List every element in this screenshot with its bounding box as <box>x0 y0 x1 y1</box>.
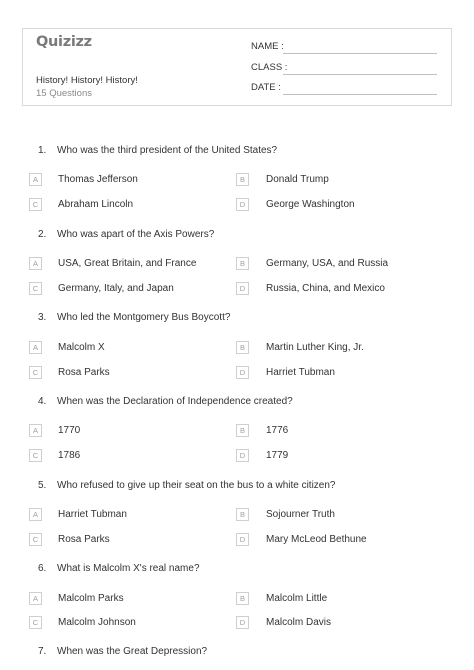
option-letter-box[interactable]: B <box>236 257 249 270</box>
name-label: NAME : <box>251 41 284 52</box>
option-text: Malcolm Johnson <box>58 617 136 628</box>
option-letter-box[interactable]: D <box>236 616 249 629</box>
date-field[interactable] <box>283 94 437 95</box>
option-letter-box[interactable]: C <box>29 282 42 295</box>
question-number: 4. <box>38 396 47 407</box>
option-text: 1776 <box>266 425 289 436</box>
class-field[interactable] <box>283 74 437 75</box>
option-letter-box[interactable]: C <box>29 366 42 379</box>
question-text: Who was apart of the Axis Powers? <box>57 229 215 240</box>
option-letter-box[interactable]: A <box>29 508 42 521</box>
worksheet-title: History! History! History! <box>36 75 138 86</box>
option-letter-box[interactable]: D <box>236 449 249 462</box>
option-letter-box[interactable]: D <box>236 366 249 379</box>
question-number: 5. <box>38 480 47 491</box>
option-text: Germany, USA, and Russia <box>266 258 389 269</box>
question-text: What is Malcolm X's real name? <box>57 563 200 574</box>
option-text: USA, Great Britain, and France <box>58 258 197 269</box>
option-text: Mary McLeod Bethune <box>266 534 367 545</box>
option-text: 1779 <box>266 450 289 461</box>
option-text: 1786 <box>58 450 81 461</box>
option-text: Martin Luther King, Jr. <box>266 342 364 353</box>
option-text: Thomas Jefferson <box>58 174 138 185</box>
question-count: 15 Questions <box>36 88 92 99</box>
option-letter-box[interactable]: C <box>29 198 42 211</box>
option-text: Harriet Tubman <box>58 509 127 520</box>
option-letter-box[interactable]: A <box>29 173 42 186</box>
option-letter-box[interactable]: C <box>29 616 42 629</box>
option-letter-box[interactable]: B <box>236 508 249 521</box>
option-letter-box[interactable]: A <box>29 592 42 605</box>
question-text: When was the Declaration of Independence created? <box>57 396 293 407</box>
option-letter-box[interactable]: B <box>236 173 249 186</box>
option-text: Abraham Lincoln <box>58 199 134 210</box>
option-letter-box[interactable]: A <box>29 341 42 354</box>
question-number: 1. <box>38 145 47 156</box>
date-label: DATE : <box>251 82 281 93</box>
option-text: Russia, China, and Mexico <box>266 283 385 294</box>
option-letter-box[interactable]: C <box>29 449 42 462</box>
option-text: Malcolm Little <box>266 593 328 604</box>
question-text: When was the Great Depression? <box>57 646 208 657</box>
question-number: 6. <box>38 563 47 574</box>
class-label: CLASS : <box>251 62 288 73</box>
option-text: George Washington <box>266 199 355 210</box>
option-text: Germany, Italy, and Japan <box>58 283 174 294</box>
option-text: Donald Trump <box>266 174 329 185</box>
option-letter-box[interactable]: B <box>236 592 249 605</box>
question-text: Who refused to give up their seat on the bus to a white citizen? <box>57 480 336 491</box>
question-number: 3. <box>38 312 47 323</box>
option-letter-box[interactable]: A <box>29 257 42 270</box>
question-text: Who led the Montgomery Bus Boycott? <box>57 312 231 323</box>
option-letter-box[interactable]: A <box>29 424 42 437</box>
question-number: 7. <box>38 646 47 657</box>
name-field[interactable] <box>283 53 437 54</box>
option-letter-box[interactable]: D <box>236 533 249 546</box>
question-text: Who was the third president of the United States? <box>57 145 278 156</box>
option-letter-box[interactable]: D <box>236 282 249 295</box>
option-text: Rosa Parks <box>58 534 110 545</box>
option-text: Malcolm X <box>58 342 105 353</box>
option-letter-box[interactable]: C <box>29 533 42 546</box>
quizizz-logo: Quizizz <box>36 34 92 50</box>
question-number: 2. <box>38 229 47 240</box>
option-text: Malcolm Davis <box>266 617 332 628</box>
option-text: Sojourner Truth <box>266 509 335 520</box>
option-letter-box[interactable]: B <box>236 424 249 437</box>
option-text: 1770 <box>58 425 81 436</box>
option-letter-box[interactable]: B <box>236 341 249 354</box>
option-text: Harriet Tubman <box>266 367 335 378</box>
option-text: Malcolm Parks <box>58 593 124 604</box>
option-letter-box[interactable]: D <box>236 198 249 211</box>
option-text: Rosa Parks <box>58 367 110 378</box>
